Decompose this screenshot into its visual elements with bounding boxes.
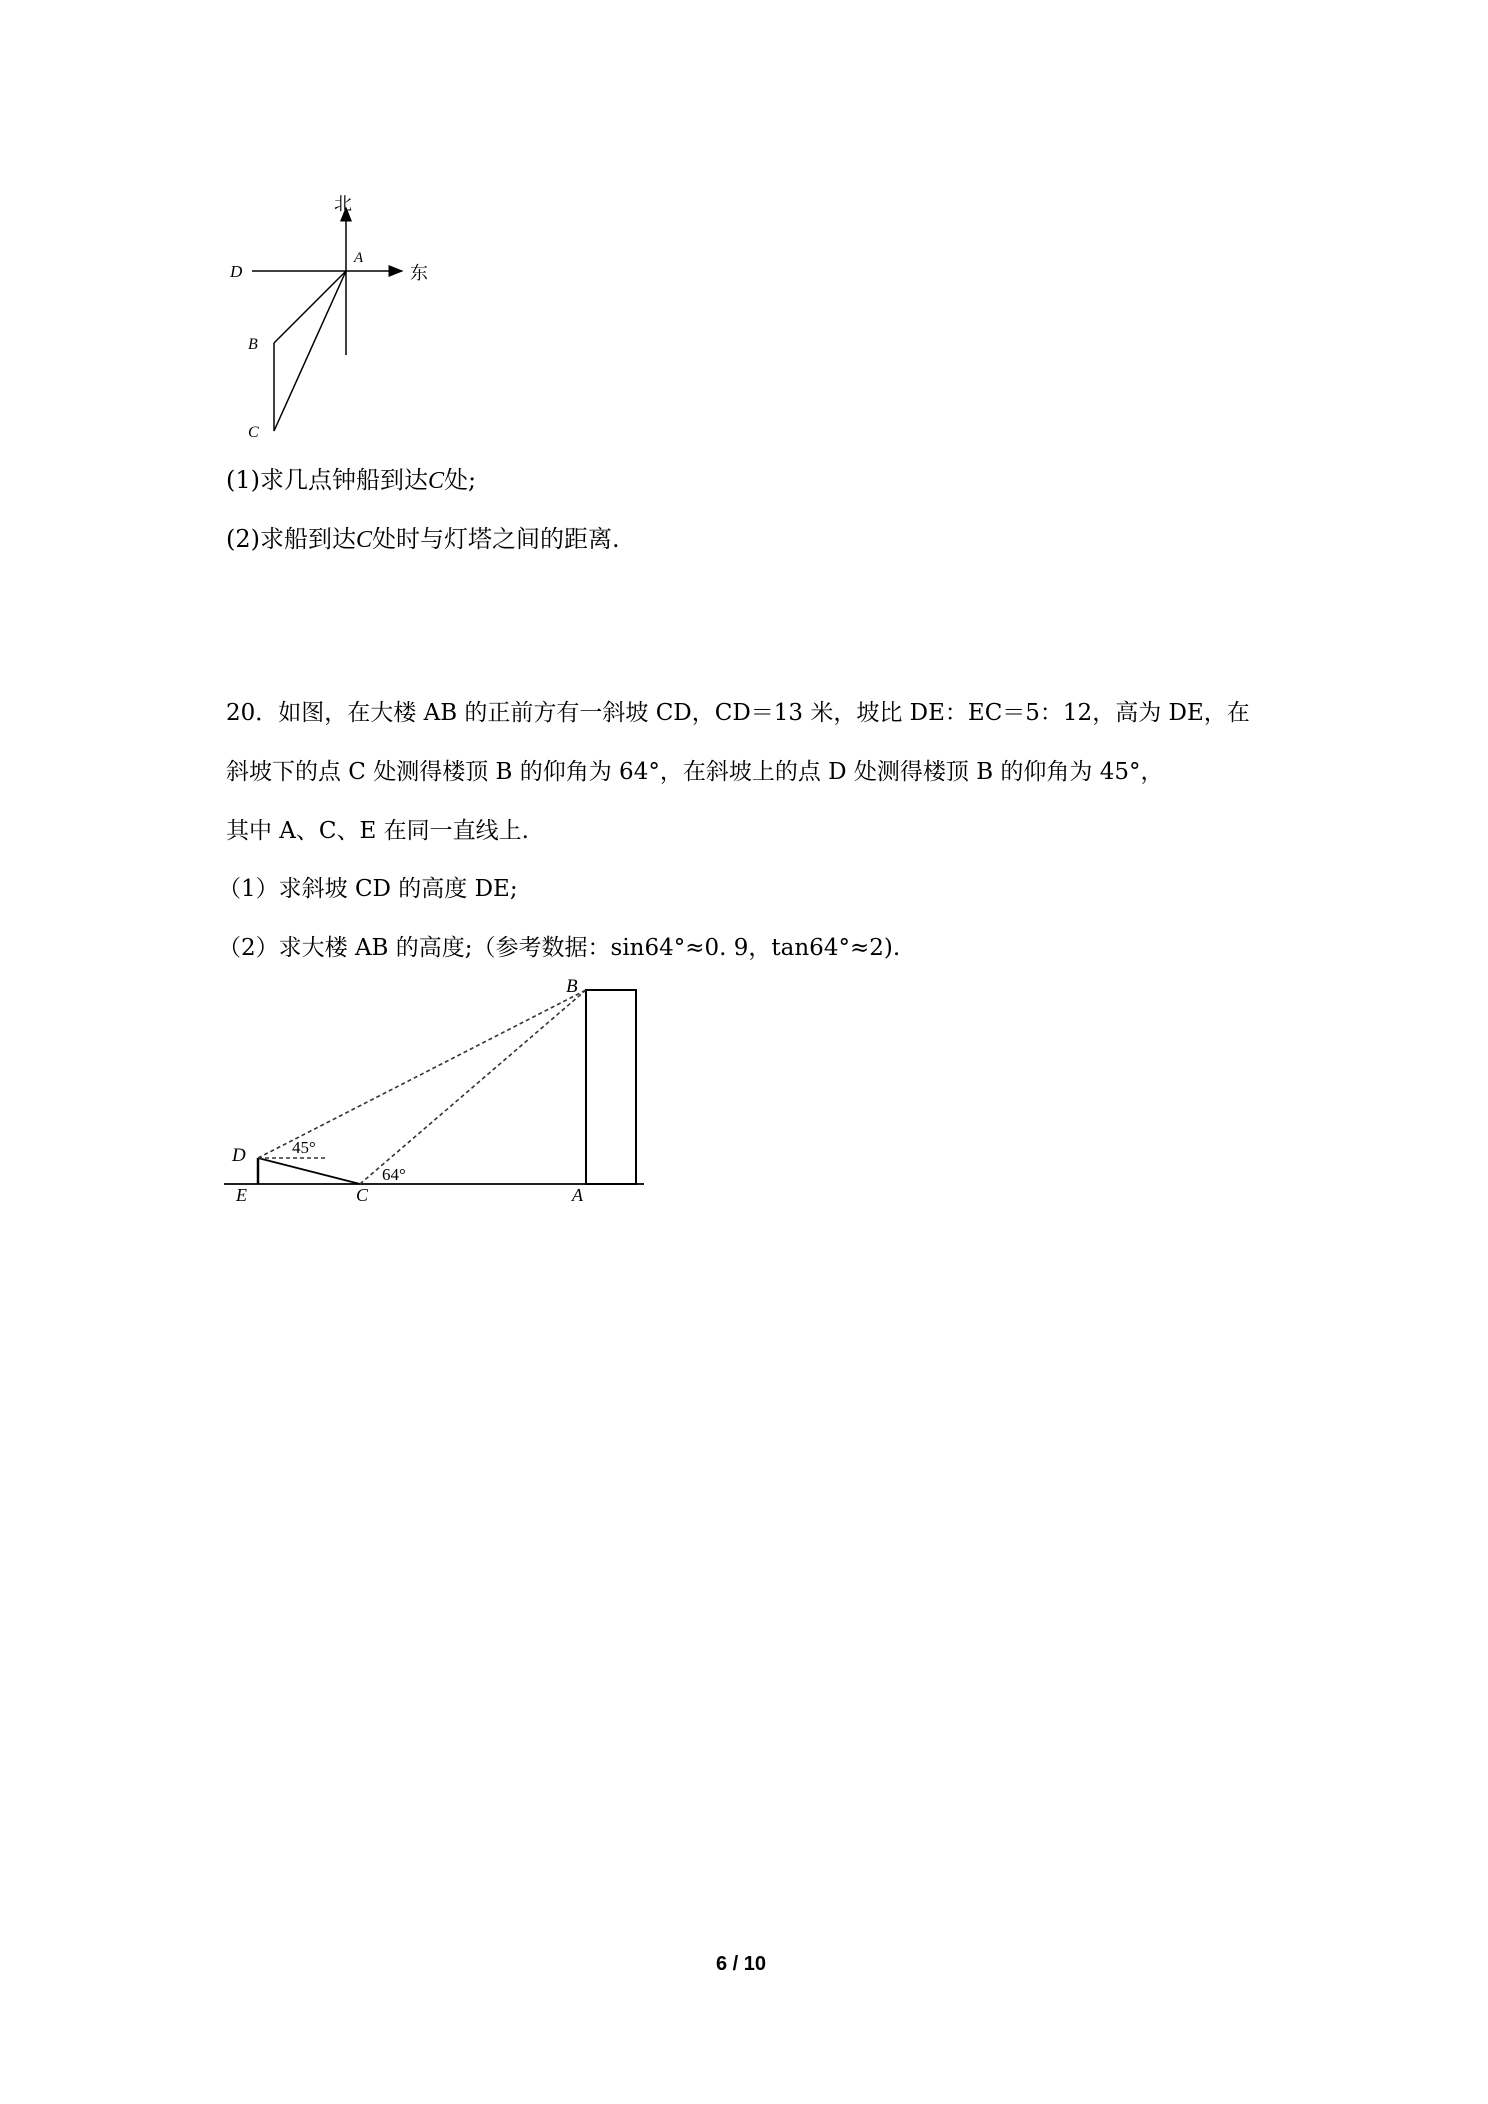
compass-diagram <box>220 190 440 440</box>
label-a: A <box>354 250 364 266</box>
angle-c-label: 64° <box>382 1165 406 1184</box>
q20-part2: （2）求大楼 AB 的高度;（参考数据：sin64°≈0. 9，tan64°≈2). <box>218 935 901 961</box>
sightline-db <box>258 990 586 1158</box>
label-d: D <box>230 262 243 281</box>
q19-part1-prefix: (1)求几点钟船到达 <box>226 466 428 494</box>
sightline-cb <box>360 990 586 1184</box>
line-ab <box>274 271 346 343</box>
angle-d-label: 45° <box>292 1138 316 1157</box>
q20-part1: （1）求斜坡 CD 的高度 DE; <box>218 876 518 902</box>
q20-line1: 20．如图，在大楼 AB 的正前方有一斜坡 CD，CD＝13 米，坡比 DE：EC＝5：12，高为 DE，在 <box>226 700 1250 726</box>
q19-part2-suffix: 处时与灯塔之间的距离. <box>372 525 620 553</box>
label-a: A <box>572 1185 583 1205</box>
q20-line2: 斜坡下的点 C 处测得楼顶 B 的仰角为 64°，在斜坡上的点 D 处测得楼顶 B 的仰角为 45°， <box>226 759 1164 785</box>
east-label: 东 <box>410 263 428 284</box>
q19-part2 <box>226 524 620 555</box>
north-label: 北 <box>334 194 352 215</box>
label-e: E <box>236 1185 247 1205</box>
segment-dc <box>258 1158 360 1184</box>
q19-part2-prefix: (2)求船到达 <box>226 525 356 553</box>
page-number: 6 / 10 <box>716 1953 767 1975</box>
label-b: B <box>566 976 578 997</box>
label-c: C <box>248 424 259 440</box>
q19-part1 <box>226 465 476 496</box>
q19-part1-suffix: 处; <box>444 466 477 494</box>
q19-part2-var: C <box>356 527 373 553</box>
label-c: C <box>356 1185 369 1205</box>
q20-line3: 其中 A、C、E 在同一直线上. <box>226 818 529 844</box>
slope-building-diagram <box>220 975 660 1205</box>
label-d: D <box>232 1145 246 1166</box>
line-ac <box>274 271 346 431</box>
building <box>586 990 636 1184</box>
q19-part1-var: C <box>428 468 445 494</box>
label-b: B <box>248 336 258 353</box>
